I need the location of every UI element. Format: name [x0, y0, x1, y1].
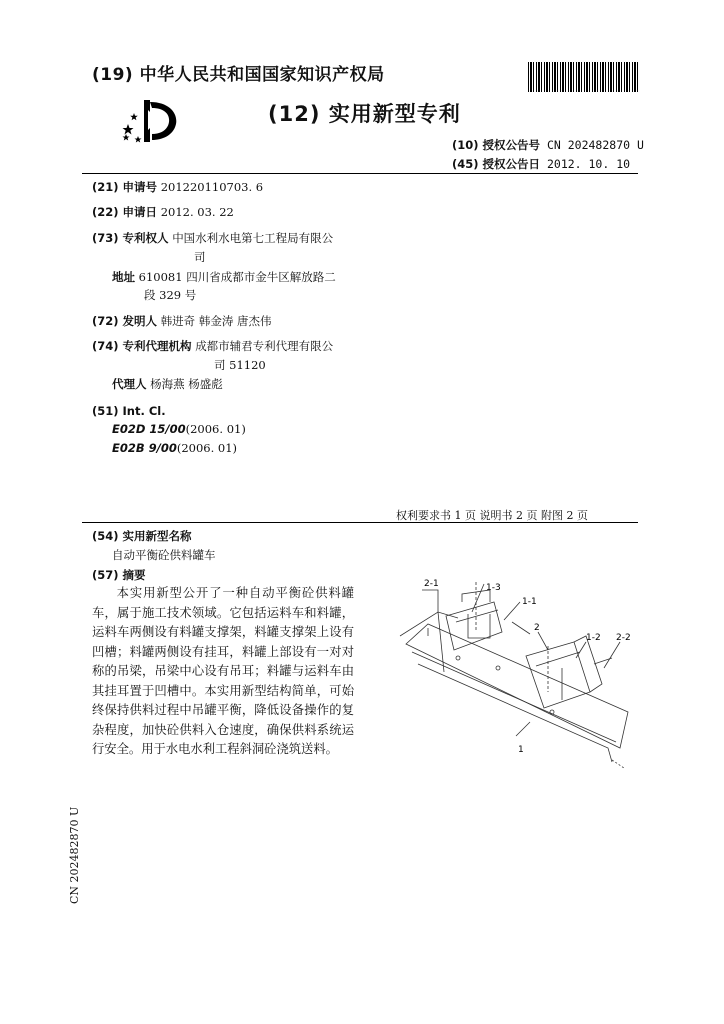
publication-date-label: (45) 授权公告日 [452, 157, 541, 171]
abstract-drawing [398, 572, 638, 772]
inventors: 韩进奇 韩金涛 唐杰伟 [160, 314, 272, 328]
filing-date-row [92, 203, 234, 221]
barcode [528, 62, 640, 92]
ipc-entry [112, 439, 237, 457]
title-label: (54) 实用新型名称 [92, 529, 192, 543]
publication-date-row [452, 156, 630, 172]
cnipa-logo-icon [118, 96, 180, 146]
address-label: 地址 [112, 270, 135, 284]
ipc-entry [112, 420, 246, 438]
agents-row [112, 375, 223, 393]
page-count: 权利要求书 1 页 说明书 2 页 附图 2 页 [396, 509, 588, 522]
application-number-row [92, 178, 263, 196]
patentee-label: (73) 专利权人 [92, 231, 169, 245]
filing-date: 2012. 03. 22 [160, 205, 234, 219]
header-divider [82, 173, 638, 174]
section-divider [82, 522, 638, 523]
agency: 成都市辅君专利代理有限公 [195, 339, 334, 353]
inventors-label: (72) 发明人 [92, 314, 158, 328]
ipc-label: (51) Int. Cl. [92, 404, 166, 418]
filing-date-label: (22) 申请日 [92, 205, 158, 219]
patentee-continued: 司 [194, 250, 206, 264]
ipc-code: E02B 9/00 [112, 441, 177, 455]
drawing-label-1: 1 [518, 745, 524, 755]
publication-number-label: (10) 授权公告号 [452, 138, 541, 152]
issuing-authority: (19) 中华人民共和国国家知识产权局 [92, 65, 385, 85]
patentee: 中国水利水电第七工程局有限公 [172, 231, 334, 245]
agency-label: (74) 专利代理机构 [92, 339, 192, 353]
utility-model-title: 自动平衡砼供料罐车 [112, 548, 216, 562]
ipc-version: (2006. 01) [176, 441, 238, 455]
publication-number: CN 202482870 U [546, 138, 644, 152]
publication-date: 2012. 10. 10 [546, 157, 631, 171]
side-publication-number: CN 202482870 U [68, 806, 81, 904]
document-type: (12) 实用新型专利 [268, 102, 461, 126]
drawing-label-2-1: 2-1 [424, 579, 439, 589]
drawing-label-2-2: 2-2 [616, 633, 631, 643]
drawing-label-1-1: 1-1 [522, 597, 537, 607]
publication-number-row [452, 137, 644, 153]
application-number: 201220110703. 6 [160, 180, 264, 194]
abstract-label: (57) 摘要 [92, 568, 146, 582]
address: 610081 四川省成都市金牛区解放路二 [138, 270, 336, 284]
drawing-label-2: 2 [534, 623, 540, 633]
address-continued: 段 329 号 [144, 288, 197, 302]
address-row [112, 268, 336, 286]
inventors-row [92, 312, 272, 330]
agency-row [92, 337, 333, 355]
drawing-label-1-3: 1-3 [486, 583, 501, 593]
ipc-version: (2006. 01) [185, 422, 246, 436]
ipc-code: E02D 15/00 [112, 422, 186, 436]
patentee-row [92, 229, 333, 247]
drawing-label-1-2: 1-2 [586, 633, 601, 643]
application-number-label: (21) 申请号 [92, 180, 158, 194]
abstract-text: 本实用新型公开了一种自动平衡砼供料罐车，属于施工技术领域。它包括运料车和料罐，运料车两侧设有料罐支撑架，料罐支撑架上设有凹槽；料罐两侧设有挂耳，料罐上部设有一对对称的吊梁，吊梁中心设有吊耳；料罐与运料车由其挂耳置于凹槽中。本实用新型结构简单，可始终保持供料过程中吊罐平衡，降低设备操作的复杂程度，加快砼供料入仓速度，确保供料系统运行安全。用于水电水利工程斜洞砼浇筑送料。 [92, 586, 354, 756]
agents-label: 代理人 [112, 377, 147, 391]
agents: 杨海燕 杨盛彪 [150, 377, 223, 391]
agency-continued: 司 51120 [214, 358, 266, 372]
